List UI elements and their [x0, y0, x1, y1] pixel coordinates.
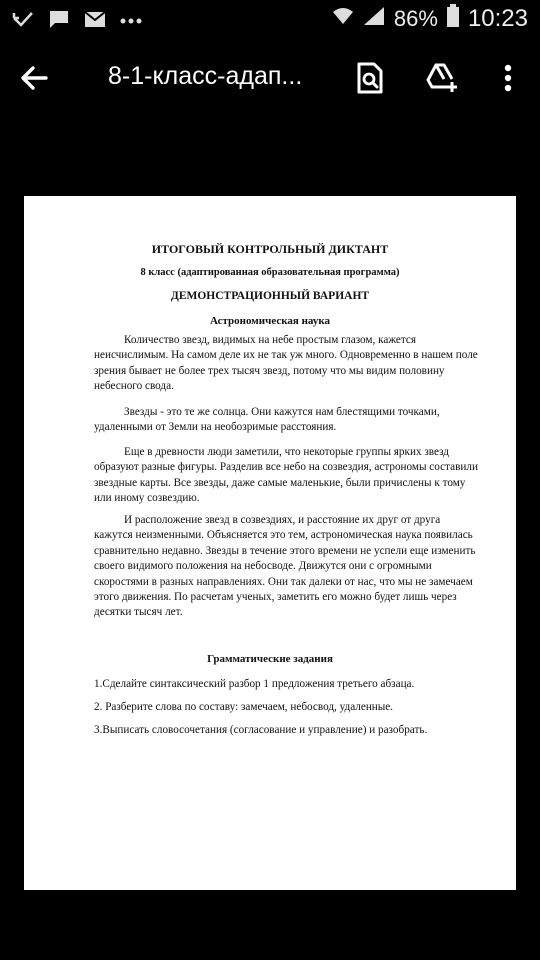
arrow-back-icon — [20, 65, 48, 96]
more-options-button[interactable] — [486, 58, 530, 102]
clock: 10:23 — [467, 4, 528, 32]
document-heading: ИТОГОВЫЙ КОНТРОЛЬНЫЙ ДИКТАНТ — [151, 242, 389, 256]
missed-call-icon — [12, 8, 34, 35]
document-subtitle: 8 класс (адаптированная образовательная программа) — [140, 267, 400, 278]
variant-heading: ДЕМОНСТРАЦИОННЫЙ ВАРИАНТ — [170, 290, 370, 302]
signal-icon — [362, 5, 386, 32]
find-in-page-icon — [356, 62, 384, 99]
system-status — [332, 4, 528, 33]
find-in-document-button[interactable] — [348, 58, 392, 102]
battery-percent: 86% — [393, 5, 438, 31]
document-title: 8-1-класс-адап... — [108, 62, 303, 90]
paragraph: Звезды - это те же солнца. Они кажутся нам блестящими точками, удаленными от Земли на необозримые расстояния. — [94, 406, 440, 434]
status-bar — [0, 0, 540, 38]
more-vert-icon — [504, 64, 512, 97]
task-item: 1.Сделайте синтаксический разбор 1 предложения третьего абзаца. — [94, 678, 415, 690]
mail-icon — [84, 9, 106, 34]
battery-icon — [446, 4, 460, 33]
paragraph: И расположение звезд в созвездиях, и расстояние их друг от друга кажутся неизменными. Объясняется это тем, астрономическая наука появилась сравнительно недавно. Звезды в течение этого времени не успели еще изменить своего видимого положения на небосводе. Движутся они с огромными скоростями в разных направлениях. Они так далеки от нас, что мы не замечаем этого движения. По расчетам ученых, заметить его можно будет лишь через десятки тысяч лет. — [94, 514, 476, 619]
paragraph: Количество звезд, видимых на небе простым глазом, кажется неисчислимым. На самом деле их не так уж много. Одновременно в нашем поле зрения бывает не более трех тысяч звезд, потому что мы видим половину небесного свода. — [94, 334, 478, 393]
notification-icons — [12, 8, 142, 35]
grammar-heading: Грамматические задания — [207, 653, 333, 665]
svg-text:R: R — [365, 11, 371, 19]
task-item: 2. Разберите слова по составу: замечаем, небосвод, удаленные. — [94, 701, 394, 713]
add-to-drive-icon — [425, 63, 459, 98]
wifi-icon — [332, 5, 354, 32]
back-button[interactable] — [14, 60, 54, 100]
more-notifications-icon — [120, 13, 142, 31]
add-to-drive-button[interactable] — [420, 58, 464, 102]
section-heading: Астрономическая наука — [209, 315, 331, 327]
task-item: 3.Выписать словосочетания (согласование и управление) и разобрать. — [94, 724, 428, 736]
message-icon — [48, 8, 70, 35]
document-page[interactable] — [24, 196, 516, 890]
app-bar — [0, 38, 540, 120]
paragraph: Еще в древности люди заметили, что некоторые группы ярких звезд образуют разные фигуры. Разделив все небо на созвездия, астрономы составили звездные карты. Все звезды, даже самые маленькие, были причислены к тому или иному созвездию. — [94, 446, 478, 505]
